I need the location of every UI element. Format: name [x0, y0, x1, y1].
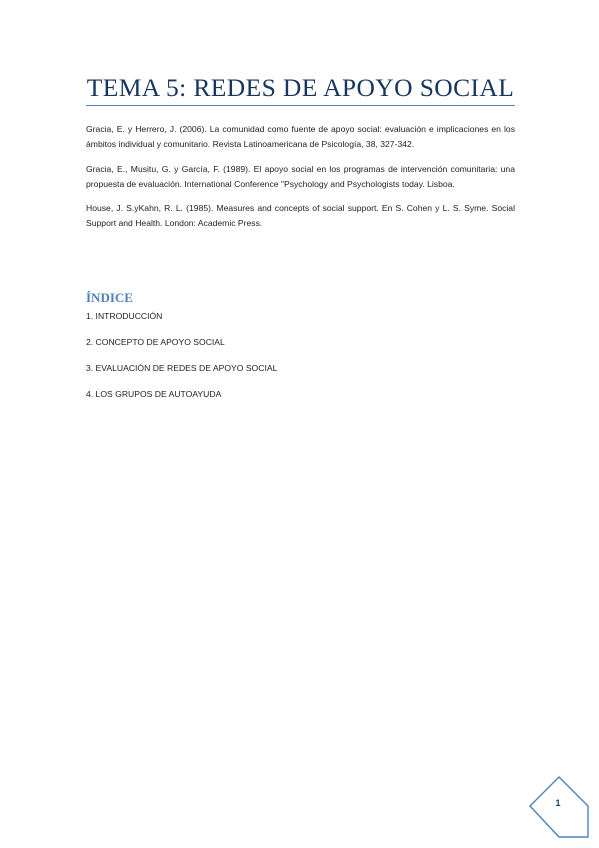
page-number: 1 — [555, 798, 561, 808]
document-title: TEMA 5: REDES DE APOYO SOCIAL — [86, 73, 515, 102]
index-item: 3. EVALUACIÓN DE REDES DE APOYO SOCIAL — [86, 363, 278, 373]
references-section — [86, 122, 515, 241]
title-underline — [86, 105, 515, 106]
reference-item: Gracia, E. y Herrero, J. (2006). La comunidad como fuente de apoyo social: evaluación e implicaciones en los ámbitos individual y comunitario. Revista Latinoamericana de Psicología, 38, 327-342. — [86, 124, 515, 150]
index-heading: ÍNDICE — [86, 290, 133, 305]
reference-item: Gracia, E., Musitu, G. y García, F. (1989). El apoyo social en los programas de intervención comunitaria: una propuesta de evaluación. International Conference "Psychology and Psychologists today. Lisboa. — [86, 163, 515, 189]
index-item: 1. INTRODUCCIÓN — [86, 311, 163, 321]
reference-item: House, J. S.yKahn, R. L. (1985). Measures and concepts of social support. En S. Cohen y L. S. Syme. Social Support and Health. London: Academic Press. — [86, 203, 515, 229]
index-list — [86, 310, 277, 414]
index-item: 4. LOS GRUPOS DE AUTOAYUDA — [86, 389, 222, 399]
index-item: 2. CONCEPTO DE APOYO SOCIAL — [86, 337, 225, 347]
